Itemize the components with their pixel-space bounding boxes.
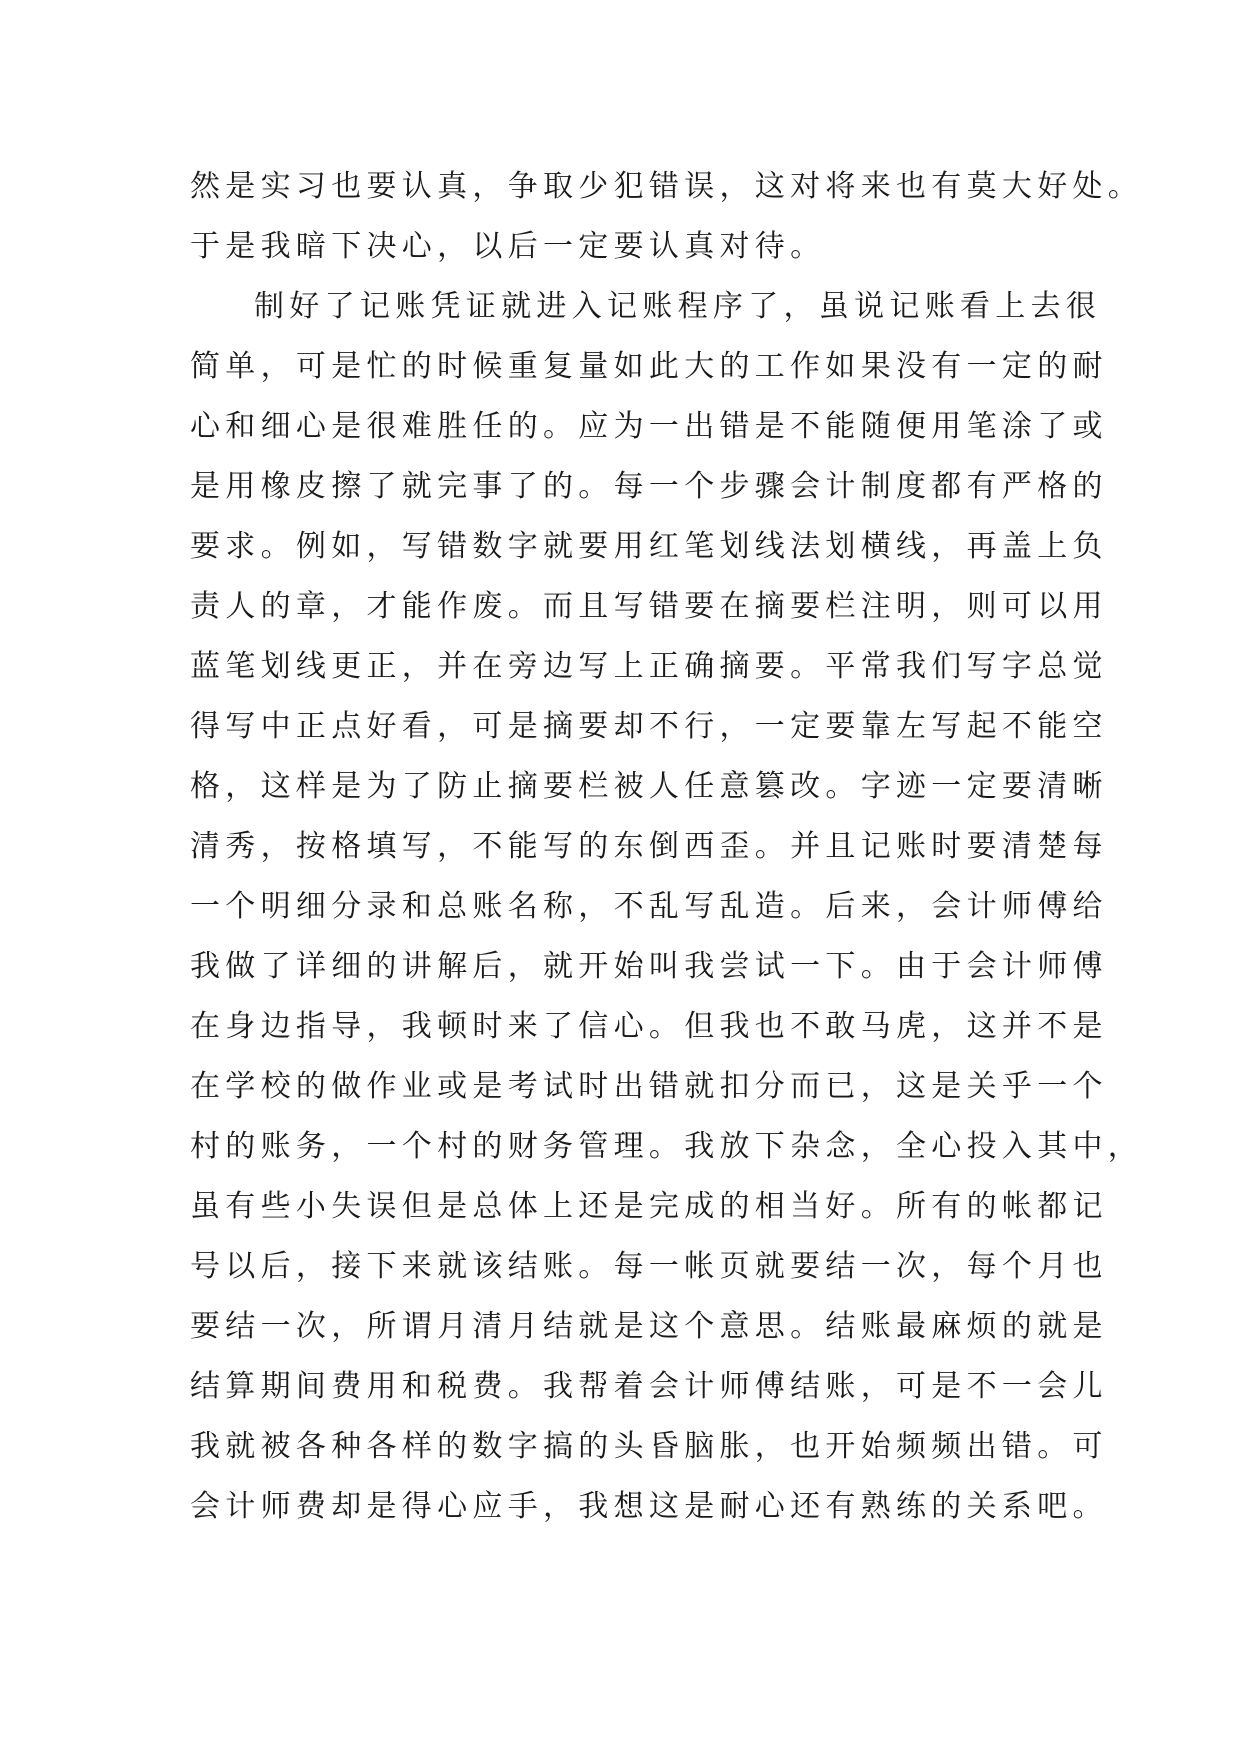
text-line: 蓝笔划线更正，并在旁边写上正确摘要。平常我们写字总觉 [190,649,1108,684]
text-line: 我做了详细的讲解后，就开始叫我尝试一下。由于会计师傅 [190,949,1108,984]
text-line: 责人的章，才能作废。而且写错要在摘要栏注明，则可以用 [190,589,1108,624]
text-line: 村的账务，一个村的财务管理。我放下杂念，全心投入其中， [190,1129,1144,1164]
text-line: 结算期间费用和税费。我帮着会计师傅结账，可是不一会儿 [190,1369,1108,1404]
text-line: 于是我暗下决心，以后一定要认真对待。 [190,229,826,264]
text-line: 心和细心是很难胜任的。应为一出错是不能随便用笔涂了或 [190,409,1108,444]
text-line: 会计师费却是得心应手，我想这是耐心还有熟练的关系吧。 [190,1489,1108,1524]
text-line: 简单，可是忙的时候重复量如此大的工作如果没有一定的耐 [190,349,1108,384]
text-line: 要求。例如，写错数字就要用红笔划线法划横线，再盖上负 [190,529,1108,564]
text-line: 清秀，按格填写，不能写的东倒西歪。并且记账时要清楚每 [190,829,1108,864]
text-line: 一个明细分录和总账名称，不乱写乱造。后来，会计师傅给 [190,889,1108,924]
text-line: 在学校的做作业或是考试时出错就扣分而已，这是关乎一个 [190,1069,1108,1104]
text-line: 要结一次，所谓月清月结就是这个意思。结账最麻烦的就是 [190,1309,1108,1344]
text-line: 得写中正点好看，可是摘要却不行，一定要靠左写起不能空 [190,709,1108,744]
text-line: 然是实习也要认真，争取少犯错误，这对将来也有莫大好处。 [190,169,1144,204]
body-text [190,157,1144,1537]
text-line: 格，这样是为了防止摘要栏被人任意篡改。字迹一定要清晰 [190,769,1108,804]
text-line: 是用橡皮擦了就完事了的。每一个步骤会计制度都有严格的 [190,469,1108,504]
text-line: 虽有些小失误但是总体上还是完成的相当好。所有的帐都记 [190,1189,1108,1224]
text-line: 在身边指导，我顿时来了信心。但我也不敢马虎，这并不是 [190,1009,1108,1044]
text-line: 号以后，接下来就该结账。每一帐页就要结一次，每个月也 [190,1249,1108,1284]
paragraph-start-line: 制好了记账凭证就进入记账程序了，虽说记账看上去很 [254,289,1102,324]
text-line: 我就被各种各样的数字搞的头昏脑胀，也开始频频出错。可 [190,1429,1108,1464]
